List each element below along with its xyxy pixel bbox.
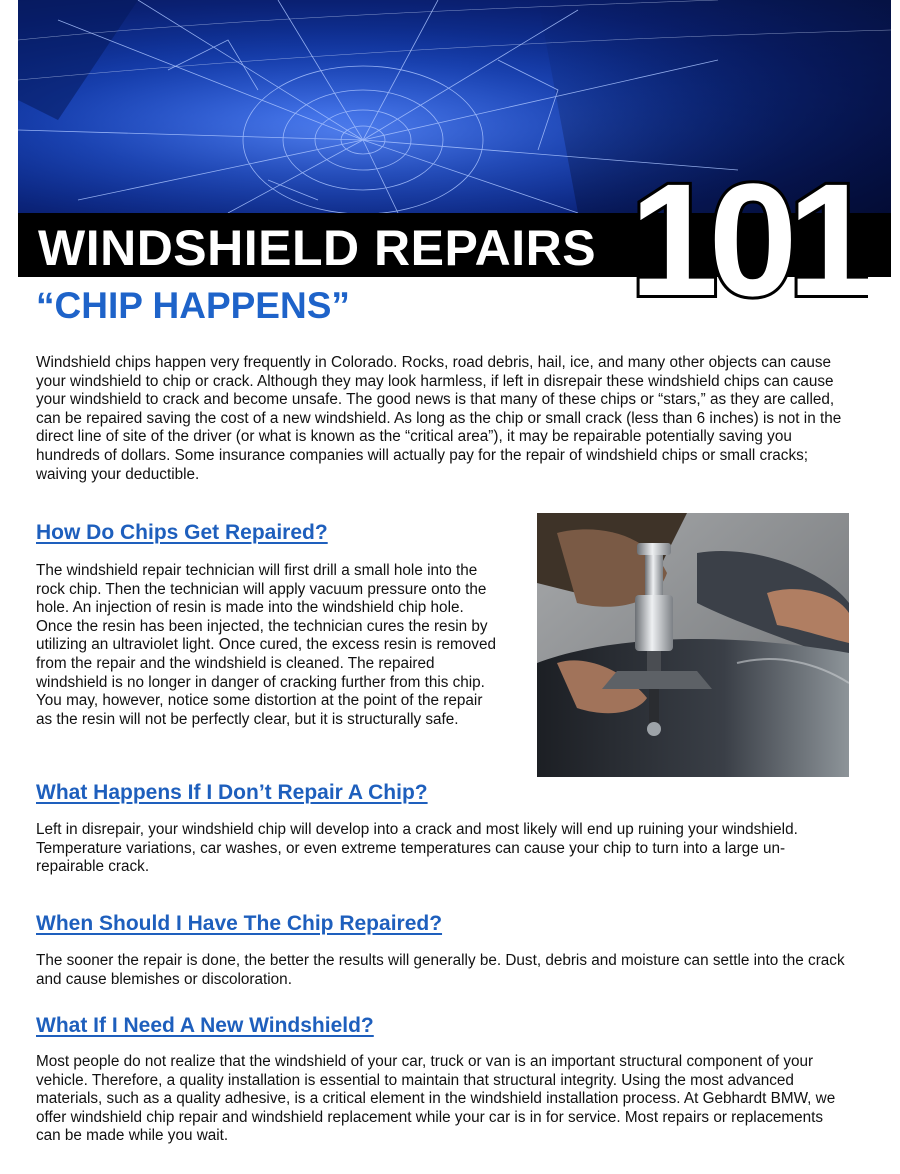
- number-101-graphic: [628, 152, 868, 312]
- section-heading-how-repaired: How Do Chips Get Repaired?: [36, 521, 328, 544]
- section-text-new-windshield: Most people do not realize that the windshield of your car, truck or van is an important structural component of your vehicle. Therefore, a quality installation is essential to maintain that structural integrity. Using the most advanced materials, such as a quality adhesive, is a critical element in the windshield installation process. At Gebhardt BMW, we offer windshield chip repair and windshield replacement while your car is in for service. Most repairs or replacements can be made while you wait.: [36, 1053, 836, 1145]
- number-101-text: 101: [629, 152, 867, 312]
- section-text-when-repair: The sooner the repair is done, the better the results will generally be. Dust, debris and moisture can settle into the crack and cause blemishes or discoloration.: [36, 952, 845, 988]
- section-heading-when-repair: When Should I Have The Chip Repaired?: [36, 912, 443, 935]
- section-heading-dont-repair: What Happens If I Don’t Repair A Chip?: [36, 781, 428, 804]
- intro-paragraph: Windshield chips happen very frequently in Colorado. Rocks, road debris, hail, ice, and many other objects can cause your windshield to chip or crack. Although they may look harmless, if left in disrepair these windshield chips can cause your windshield to crack and become unsafe. The good news is that many of these chips or “stars,” as they are called, can be repaired saving the cost of a new windshield. As long as the chip or small crack (less than 6 inches) is not in the direct line of site of the driver (or what is known as the “critical area”), it may be repairable potentially saving you hundreds of dollars. Some insurance companies will actually pay for the repair of windshield chips or small cracks; waiving your deductible.: [36, 354, 842, 483]
- page-title: WINDSHIELD REPAIRS: [38, 220, 597, 276]
- section-text-how-repaired: The windshield repair technician will first drill a small hole into the rock chip. Then the technician will apply vacuum pressure onto the hole. An injection of resin is made into the windshield chip hole. Once the resin has been injected, the technician cures the resin by utilizing an ultraviolet light. Once cured, the excess resin is removed from the repair and the windshield is cleaned. The repaired windshield is no longer in danger of cracking further from this chip. You may, however, notice some distortion at the point of the repair as the resin will not be perfectly clear, but it is structurally safe.: [36, 562, 496, 728]
- section-text-dont-repair: Left in disrepair, your windshield chip will develop into a crack and most likely will end up ruining your windshield. Temperature variations, car washes, or even extreme temperatures can cause your chip to turn into a large un-repairable crack.: [36, 821, 798, 876]
- subtitle: “CHIP HAPPENS”: [36, 285, 350, 326]
- technician-repair-photo: [537, 513, 849, 777]
- section-heading-new-windshield: What If I Need A New Windshield?: [36, 1014, 374, 1037]
- repair-photo-illustration: [537, 513, 849, 777]
